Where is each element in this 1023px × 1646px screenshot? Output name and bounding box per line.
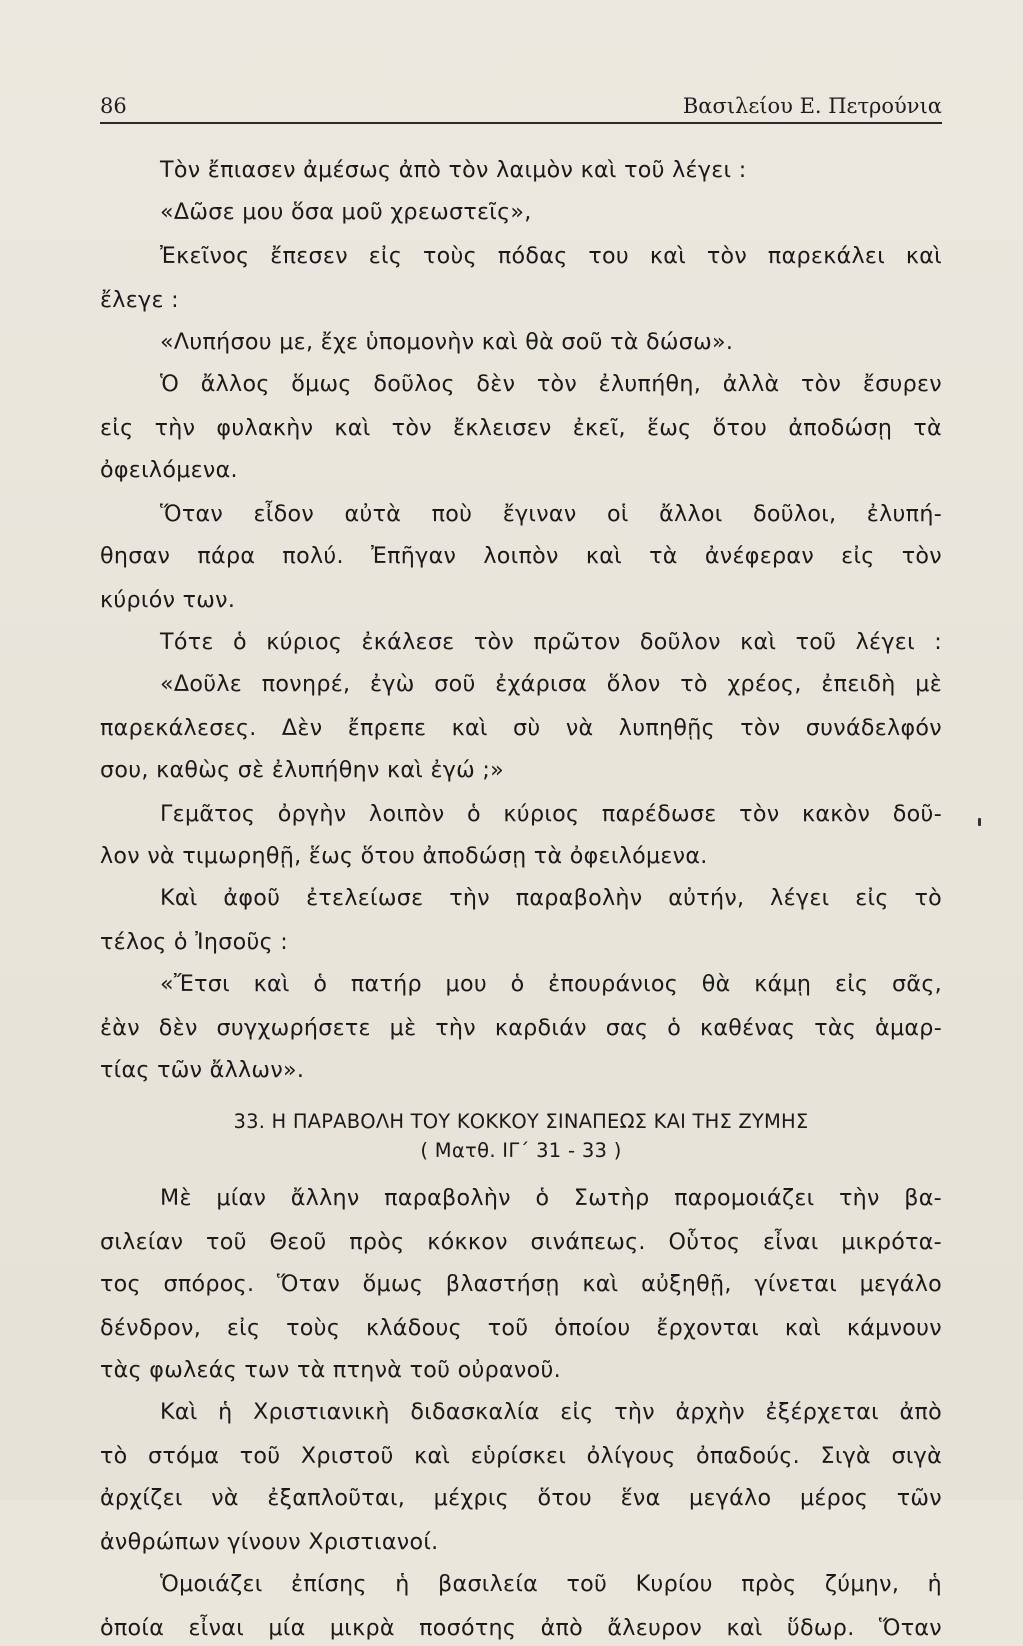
text-line: «Λυπήσου με, ἔχε ὑπομονὴν καὶ θὰ σοῦ τὰ δώσω».	[160, 329, 734, 355]
text-line: ἐὰν δὲν συγχωρήσετε μὲ τὴν καρδιάν σας ὁ καθένας τὰς ἁμαρ-	[100, 1015, 942, 1041]
section-title: 33. Η ΠΑΡΑΒΟΛΗ ΤΟΥ ΚΟΚΚΟΥ ΣΙΝΑΠΕΩΣ ΚΑΙ ΤΗΣ ΖΥΜΗΣ	[233, 1110, 809, 1133]
text-line: τίας τῶν ἄλλων».	[100, 1057, 305, 1083]
text-line: Τότε ὁ κύριος ἐκάλεσε τὸν πρῶτον δοῦλον καὶ τοῦ λέγει :	[160, 629, 942, 655]
running-head: Βασιλείου Ε. Πετρούνια	[682, 94, 942, 118]
text-line: Τὸν ἔπιασεν ἀμέσως ἀπὸ τὸν λαιμὸν καὶ τοῦ λέγει :	[160, 157, 747, 183]
text-line: τὰς φωλεάς των τὰ πτηνὰ τοῦ οὐρανοῦ.	[100, 1357, 561, 1383]
text-line: ἀρχίζει νὰ ἐξαπλοῦται, μέχρις ὅτου ἕνα μεγάλο μέρος τῶν	[100, 1485, 942, 1511]
section-reference: ( Ματθ. ΙΓ΄ 31 - 33 )	[420, 1139, 622, 1162]
text-line: σιλείαν τοῦ Θεοῦ πρὸς κόκκον σινάπεως. Οὗτος εἶναι μικρότα-	[100, 1229, 942, 1255]
page-header	[100, 92, 942, 124]
text-line: ὁποία εἶναι μία μικρὰ ποσότης ἀπὸ ἄλευρον καὶ ὕδωρ. Ὅταν	[100, 1615, 942, 1641]
text-line: Μὲ μίαν ἄλλην παραβολὴν ὁ Σωτὴρ παρομοιάζει τὴν βα-	[160, 1185, 942, 1211]
text-line: λον νὰ τιμωρηθῇ, ἕως ὅτου ἀποδώσῃ τὰ ὀφειλόμενα.	[100, 843, 708, 869]
text-line: εἰς τὴν φυλακὴν καὶ τὸν ἔκλεισεν ἐκεῖ, ἕως ὅτου ἀποδώσῃ τὰ	[100, 415, 942, 441]
text-line: Ὁ ἄλλος ὅμως δοῦλος δὲν τὸν ἐλυπήθη, ἀλλὰ τὸν ἔσυρεν	[160, 371, 942, 397]
text-line: κύριόν των.	[100, 587, 236, 613]
text-line: θησαν πάρα πολύ. Ἐπῆγαν λοιπὸν καὶ τὰ ἀνέφεραν εἰς τὸν	[100, 543, 942, 569]
text-line: Γεμᾶτος ὀργὴν λοιπὸν ὁ κύριος παρέδωσε τὸν κακὸν δοῦ-	[160, 801, 942, 827]
text-line: ὀφειλόμενα.	[100, 457, 238, 483]
text-line: τέλος ὁ Ἰησοῦς :	[100, 929, 289, 955]
text-line: Ὅταν εἶδον αὐτὰ ποὺ ἔγιναν οἱ ἄλλοι δοῦλοι, ἐλυπή-	[160, 501, 942, 527]
text-line: Ἐκεῖνος ἔπεσεν εἰς τοὺς πόδας του καὶ τὸν παρεκάλει καὶ	[160, 243, 942, 269]
text-line: παρεκάλεσες. Δὲν ἔπρεπε καὶ σὺ νὰ λυπηθῇς τὸν συνάδελφόν	[100, 715, 942, 741]
text-line: «Δοῦλε πονηρέ, ἐγὼ σοῦ ἐχάρισα ὅλον τὸ χρέος, ἐπειδὴ μὲ	[160, 671, 942, 697]
paper-speck	[978, 818, 981, 826]
text-line: «Δῶσε μου ὅσα μοῦ χρεωστεῖς»,	[160, 199, 532, 225]
text-line: δένδρον, εἰς τοὺς κλάδους τοῦ ὁποίου ἔρχονται καὶ κάμνουν	[100, 1315, 942, 1341]
text-line: «Ἔτσι καὶ ὁ πατήρ μου ὁ ἐπουράνιος θὰ κάμῃ εἰς σᾶς,	[160, 971, 942, 997]
text-line: τὸ στόμα τοῦ Χριστοῦ καὶ εὑρίσκει ὀλίγους ὀπαδούς. Σιγὰ σιγὰ	[100, 1443, 942, 1469]
text-line: σου, καθὼς σὲ ἐλυπήθην καὶ ἐγώ ;»	[100, 757, 505, 783]
text-line: ἀνθρώπων γίνουν Χριστιανοί.	[100, 1529, 439, 1555]
text-line: Ὁμοιάζει ἐπίσης ἡ βασιλεία τοῦ Κυρίου πρὸς ζύμην, ἡ	[160, 1571, 942, 1597]
text-line: ἔλεγε :	[100, 287, 179, 313]
text-line: Καὶ ἀφοῦ ἐτελείωσε τὴν παραβολὴν αὐτήν, λέγει εἰς τὸ	[160, 885, 942, 911]
page-number: 86	[100, 94, 127, 118]
text-line: τος σπόρος. Ὅταν ὅμως βλαστήσῃ καὶ αὐξηθῇ, γίνεται μεγάλο	[100, 1271, 942, 1297]
text-line: Καὶ ἡ Χριστιανικὴ διδασκαλία εἰς τὴν ἀρχὴν ἐξέρχεται ἀπὸ	[160, 1399, 942, 1425]
